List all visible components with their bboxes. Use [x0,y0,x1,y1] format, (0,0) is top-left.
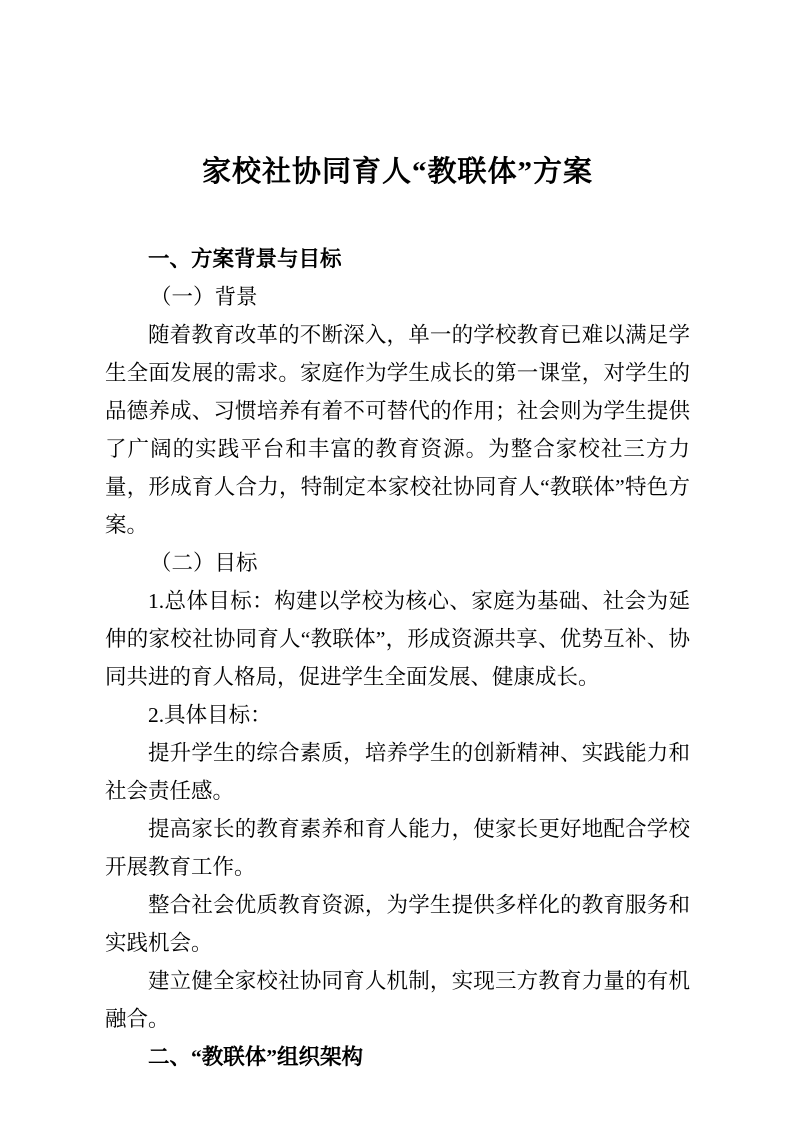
specific-goal-item-1: 提升学生的综合素质，培养学生的创新精神、实践能力和社会责任感。 [105,741,690,803]
specific-goal-item-3: 整合社会优质教育资源，为学生提供多样化的教育服务和实践机会。 [105,893,690,955]
section-1-goals-subheading: （二）目标 [150,551,258,575]
specific-goal-item-4: 建立健全家校社协同育人机制，实现三方教育力量的有机融合。 [105,969,690,1031]
section-1-heading: 一、方案背景与目标 [148,247,342,271]
specific-goal-label: 2.具体目标： [148,703,272,727]
section-1-background-subheading: （一）背景 [150,285,258,309]
section-2-heading: 二、“教联体”组织架构 [148,1045,364,1069]
background-paragraph: 随着教育改革的不断深入，单一的学校教育已难以满足学生全面发展的需求。家庭作为学生成长的第一课堂，对学生的品德养成、习惯培养有着不可替代的作用；社会则为学生提供了广阔的实践平台和丰富的教育资源。为整合家校社三方力量，形成育人合力，特制定本家校社协同育人“教联体”特色方案。 [105,323,690,537]
overall-goal-paragraph: 1.总体目标：构建以学校为核心、家庭为基础、社会为延伸的家校社协同育人“教联体”，形成资源共享、优势互补、协同共进的育人格局，促进学生全面发展、健康成长。 [105,589,690,689]
specific-goal-item-2: 提高家长的教育素养和育人能力，使家长更好地配合学校开展教育工作。 [105,817,690,879]
document-title: 家校社协同育人“教联体”方案 [201,156,593,188]
